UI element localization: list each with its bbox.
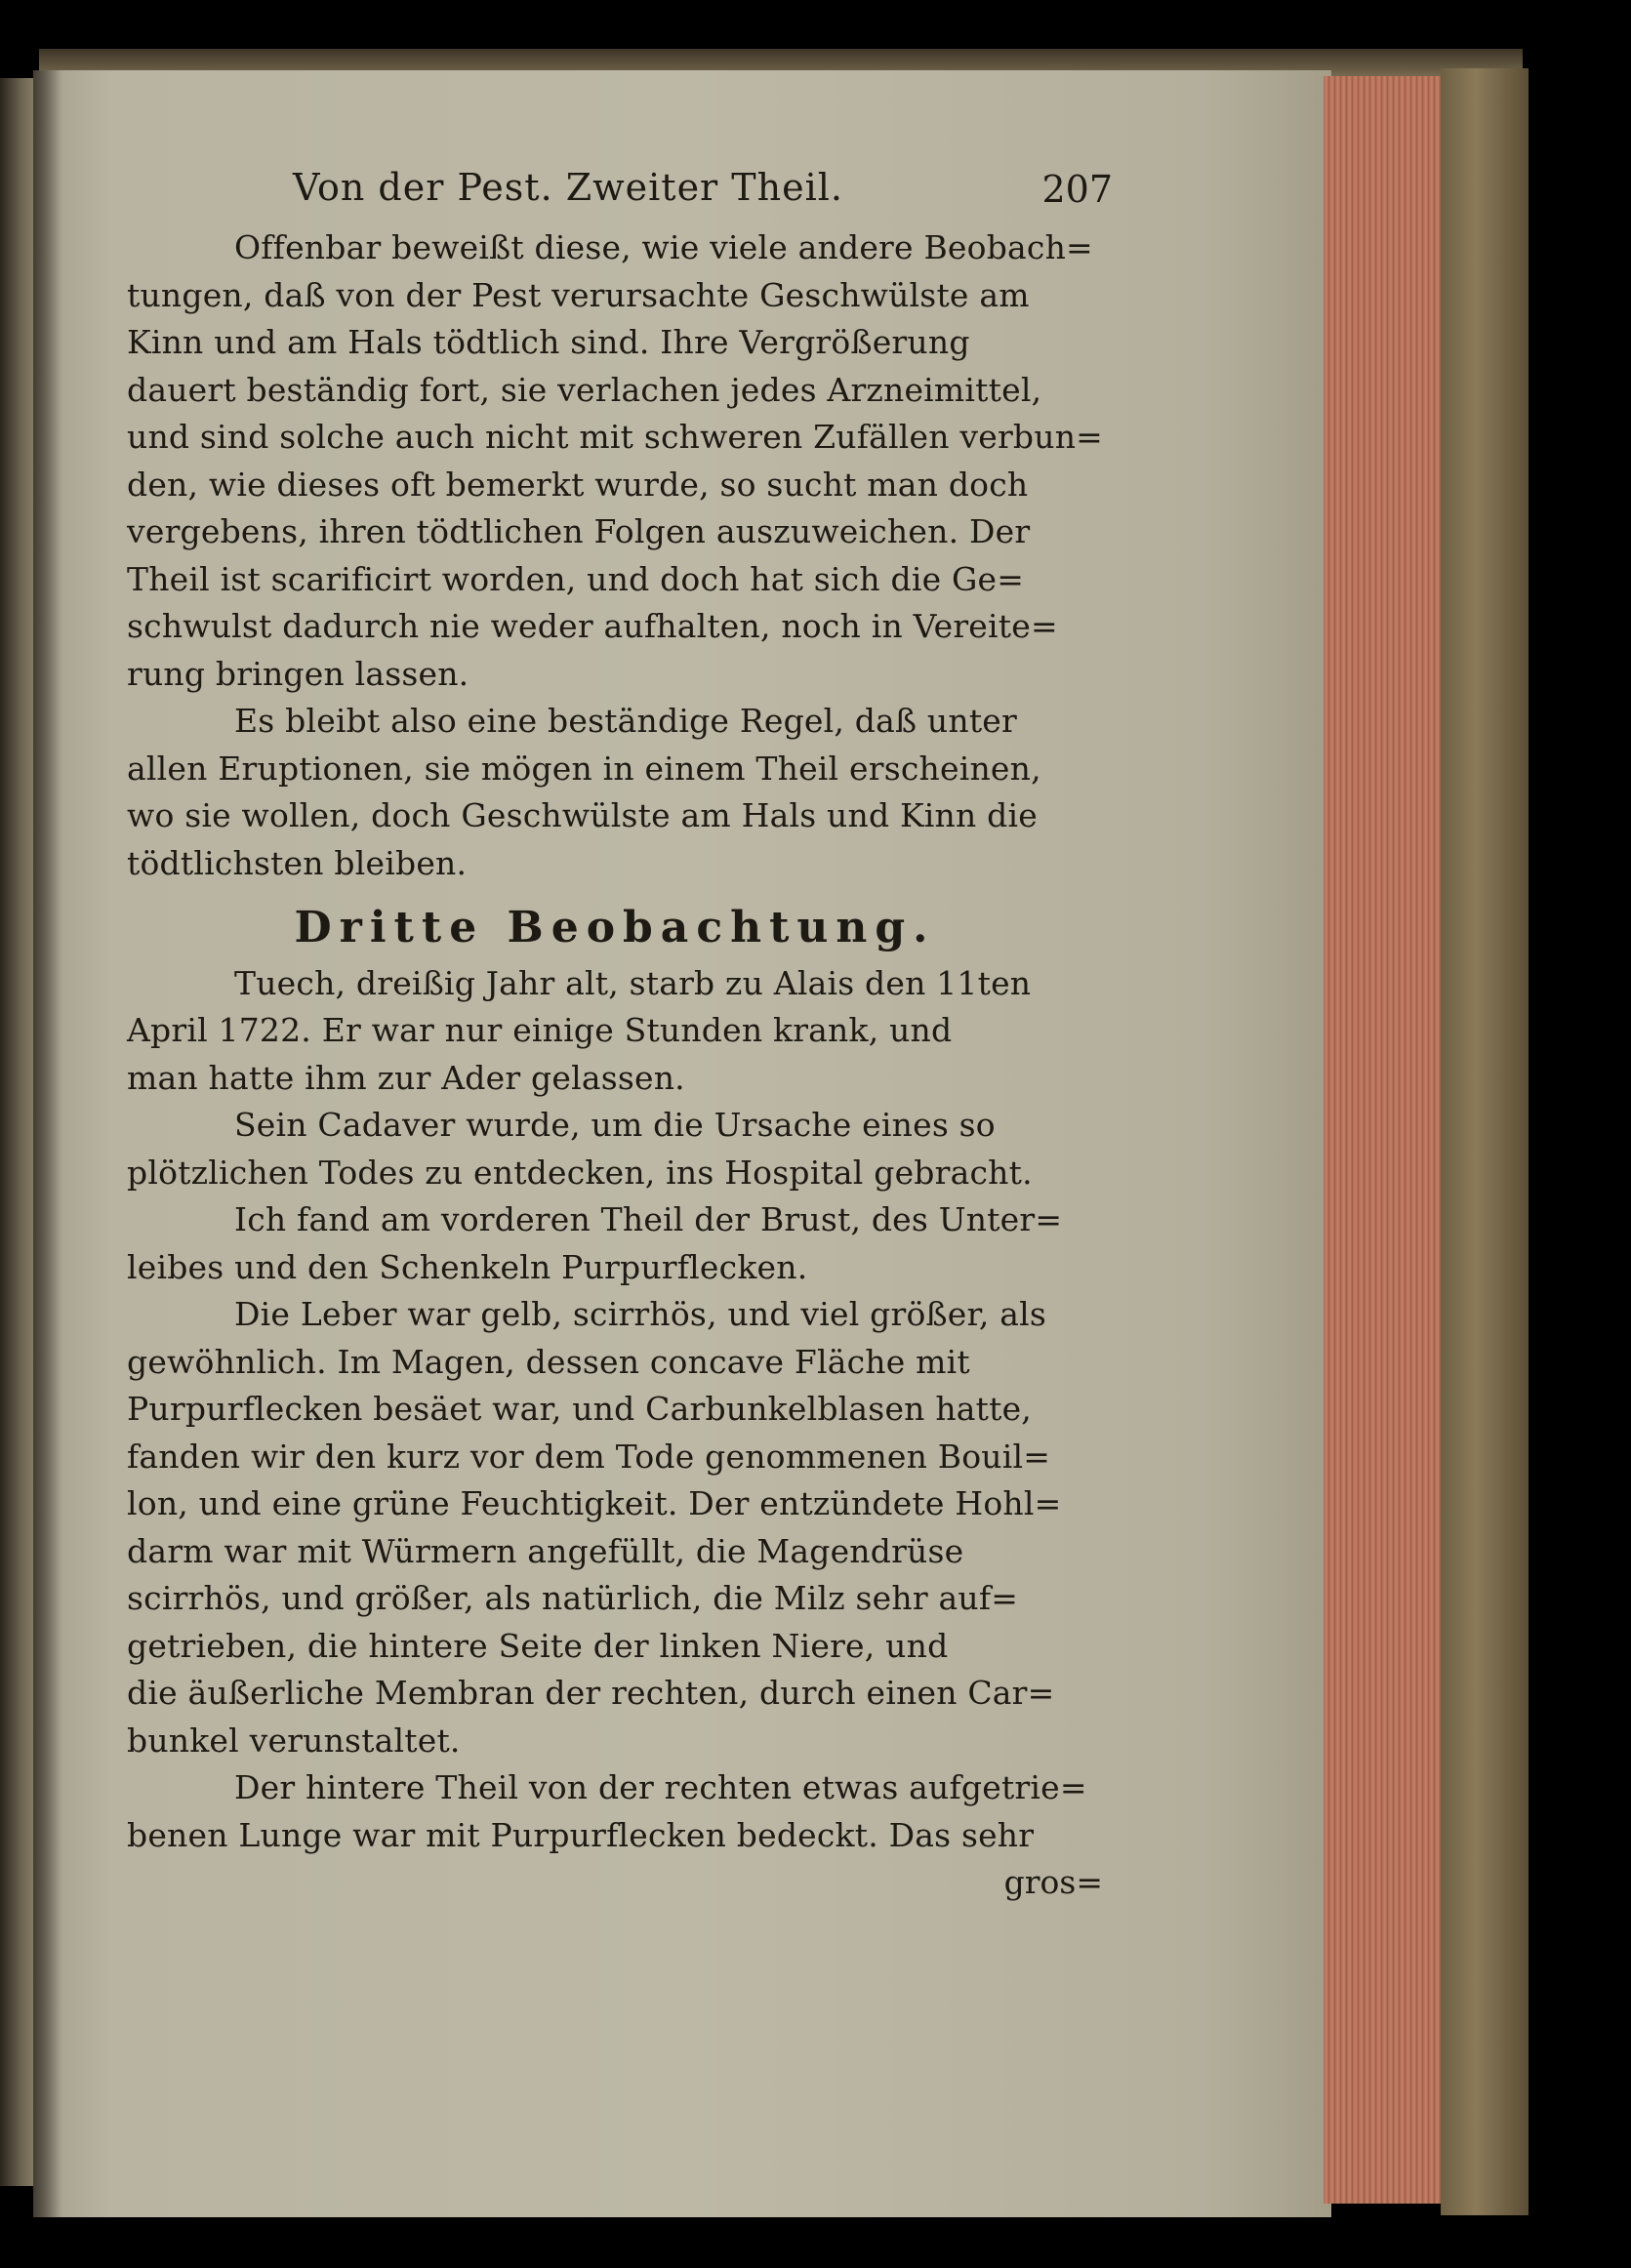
- text-line: Theil ist scarificirt worden, und doch hat sich die Ge=: [127, 559, 1025, 598]
- text-line: allen Eruptionen, sie mögen in einem Theil erscheinen,: [127, 749, 1041, 788]
- text-line: bunkel verunstaltet.: [127, 1721, 461, 1760]
- text-line: benen Lunge war mit Purpurflecken bedeckt. Das sehr: [127, 1815, 1035, 1854]
- text-line: Sein Cadaver wurde, um die Ursache eines so: [234, 1106, 996, 1144]
- text-line: Offenbar beweißt diese, wie viele andere Beobach=: [234, 228, 1093, 266]
- text-line: und sind solche auch nicht mit schweren Zufällen verbun=: [127, 418, 1104, 456]
- text-line: rung bringen lassen.: [127, 654, 469, 693]
- text-line: man hatte ihm zur Ader gelassen.: [127, 1058, 685, 1097]
- paragraph-7: [127, 1764, 1103, 1859]
- text-line: April 1722. Er war nur einige Stunden krank, und: [127, 1011, 953, 1049]
- text-line: scirrhös, und größer, als natürlich, die Milz sehr auf=: [127, 1579, 1019, 1617]
- text-line: plötzlichen Todes zu entdecken, ins Hospital gebracht.: [127, 1153, 1033, 1192]
- text-line: vergebens, ihren tödtlichen Folgen auszuweichen. Der: [127, 512, 1031, 550]
- paragraph-2: [127, 698, 1103, 887]
- text-line: getrieben, die hintere Seite der linken Niere, und: [127, 1626, 949, 1665]
- paragraph-4: [127, 1102, 1103, 1196]
- page-fore-edge: [1324, 76, 1441, 2204]
- text-line: Tuech, dreißig Jahr alt, starb zu Alais den 11ten: [234, 963, 1032, 1002]
- section-heading: Dritte Beobachtung.: [294, 903, 936, 952]
- text-line: Die Leber war gelb, scirrhös, und viel größer, als: [234, 1295, 1046, 1333]
- text-line: tungen, daß von der Pest verursachte Geschwülste am: [127, 275, 1030, 314]
- text-line: tödtlichsten bleiben.: [127, 843, 468, 882]
- text-line: leibes und den Schenkeln Purpurflecken.: [127, 1247, 808, 1286]
- facing-page-edge: [0, 78, 35, 2186]
- paragraph-5: [127, 1196, 1103, 1291]
- text-line: Purpurflecken besäet war, und Carbunkelblasen hatte,: [127, 1390, 1032, 1428]
- running-head: Von der Pest. Zweiter Theil.: [293, 166, 843, 209]
- text-line: schwulst dadurch nie weder aufhalten, noch in Vereite=: [127, 607, 1058, 645]
- paragraph-3: [127, 960, 1103, 1103]
- text-line: Kinn und am Hals tödtlich sind. Ihre Vergrößerung: [127, 323, 970, 361]
- text-line: Der hintere Theil von der rechten etwas aufgetrie=: [234, 1768, 1087, 1806]
- text-line: wo sie wollen, doch Geschwülste am Hals und Kinn die: [127, 796, 1038, 834]
- text-line: Es bleibt also eine beständige Regel, daß unter: [234, 702, 1017, 740]
- text-line: darm war mit Würmern angefüllt, die Magendrüse: [127, 1531, 964, 1570]
- page-header: [127, 156, 1113, 224]
- text-line: die äußerliche Membran der rechten, durch einen Car=: [127, 1674, 1055, 1712]
- paragraph-6: [127, 1291, 1103, 1764]
- catchword: gros=: [1003, 1863, 1103, 1901]
- text-line: Ich fand am vorderen Theil der Brust, des Unter=: [234, 1200, 1063, 1238]
- page-number: 207: [1041, 168, 1113, 211]
- page-text: [127, 156, 1113, 1907]
- paragraph-1: [127, 224, 1103, 698]
- text-line: dauert beständig fort, sie verlachen jedes Arzneimittel,: [127, 370, 1042, 409]
- text-line: den, wie dieses oft bemerkt wurde, so sucht man doch: [127, 465, 1029, 504]
- text-line: fanden wir den kurz vor dem Tode genommenen Bouil=: [127, 1437, 1051, 1476]
- text-line: lon, und eine grüne Feuchtigkeit. Der entzündete Hohl=: [127, 1484, 1062, 1522]
- book-cover-edge: [1441, 68, 1529, 2215]
- spine-shadow: [33, 70, 62, 2217]
- text-line: gewöhnlich. Im Magen, dessen concave Fläche mit: [127, 1342, 970, 1381]
